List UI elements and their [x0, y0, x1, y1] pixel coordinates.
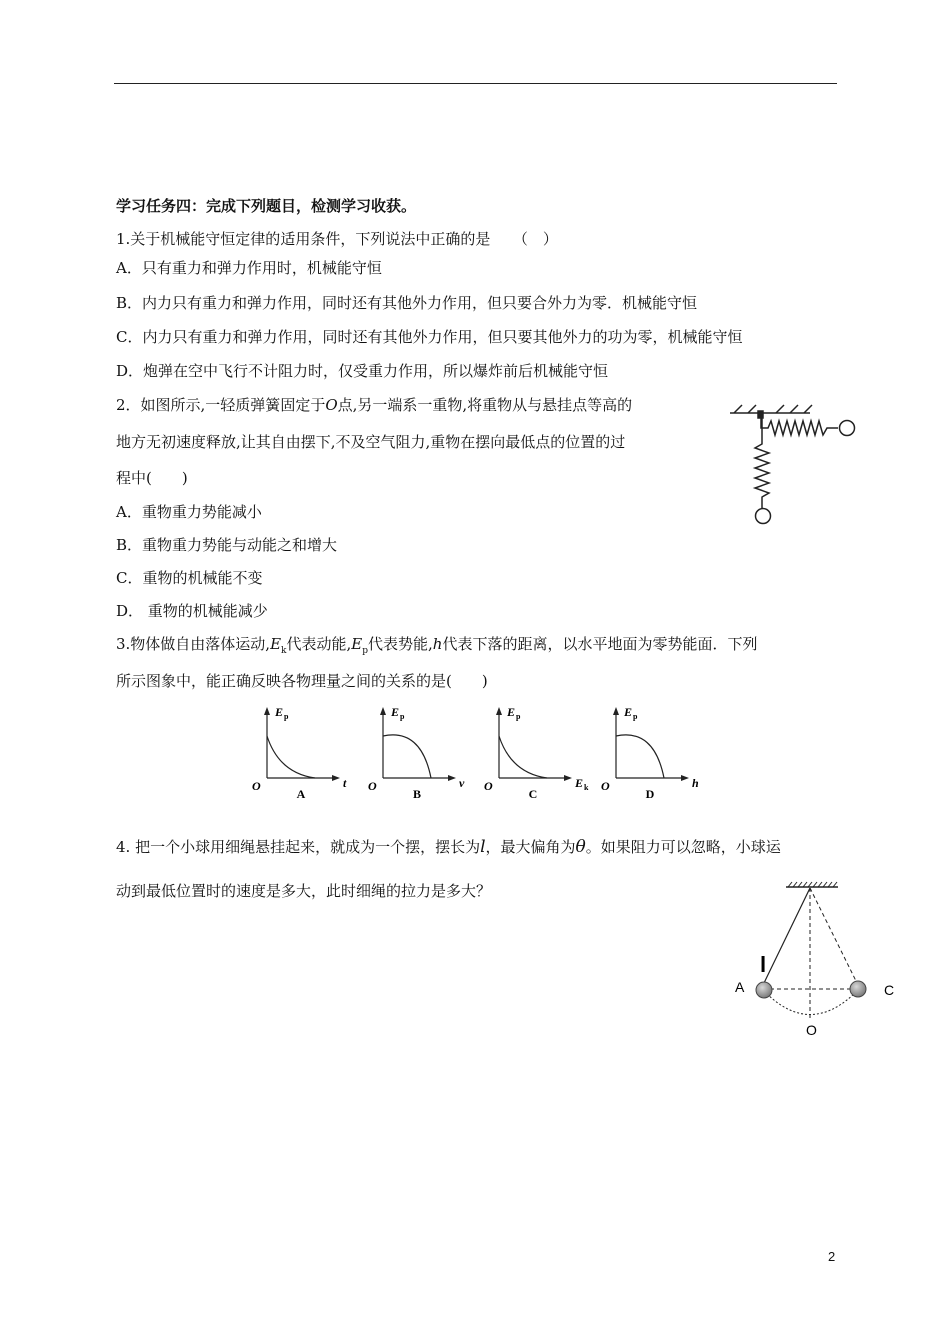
q2-stem-o: O	[325, 396, 338, 414]
label-o: O	[806, 1022, 817, 1038]
q3-ek-sub: k	[281, 646, 287, 656]
q1-option-d: D．炮弹在空中飞行不计阻力时，仅受重力作用，所以爆炸前后机械能守恒	[116, 362, 609, 380]
q1-option-c: C．内力只有重力和弹力作用，同时还有其他外力作用，但只要其他外力的功为零，机械能守恒	[116, 328, 743, 346]
q3-stem-line2: 所示图象中，能正确反映各物理量之间的关系的是( )	[116, 672, 488, 690]
q3-b: 代表动能,	[286, 635, 352, 653]
graph-D-x-label: h	[692, 776, 699, 790]
graph-B-caption: B	[412, 787, 422, 801]
ceiling-hatch	[734, 405, 812, 413]
q2-option-d: D． 重物的机械能减少	[116, 602, 268, 620]
q1-option-a: A．只有重力和弹力作用时，机械能守恒	[116, 259, 382, 277]
graph-C-caption: C	[528, 787, 538, 801]
q3-a: 3.物体做自由落体运动,	[116, 635, 271, 653]
q2-stem-pre: 2．如图所示,一轻质弹簧固定于	[116, 396, 326, 414]
q2-stem-line1	[116, 395, 632, 415]
q4-theta: θ	[575, 837, 586, 857]
ball-horizontal	[840, 421, 855, 436]
q3-ek: E	[270, 635, 282, 653]
label-c: C	[884, 982, 895, 998]
graph-D-origin: O	[601, 779, 610, 793]
graph-A-x-arrow	[332, 775, 340, 781]
q2-option-c: C．重物的机械能不变	[116, 569, 263, 587]
graph-A-y-sub: p	[284, 712, 289, 721]
graph-B-curve	[383, 735, 431, 778]
graph-D-y-label: E	[624, 705, 633, 719]
page-number: 2	[828, 1249, 836, 1264]
graph-C-y-label: E	[507, 705, 516, 719]
graph-C-y-arrow	[496, 707, 502, 715]
q4-stem-line2: 动到最低位置时的速度是多大，此时细绳的拉力是多大？	[116, 882, 492, 900]
graph-C-x-sub: k	[584, 783, 589, 792]
ball-hanging	[756, 509, 771, 524]
graph-D-y-arrow	[613, 707, 619, 715]
ball-a	[756, 982, 772, 998]
task-title: 学习任务四：完成下列题目，检测学习收获。	[116, 197, 417, 215]
graph-B-y-arrow	[380, 707, 386, 715]
graph-D-x-arrow	[681, 775, 689, 781]
q4-a: 4. 把一个小球用细绳悬挂起来，就成为一个摆，摆长为	[116, 838, 481, 856]
q3-ep-sub: p	[362, 646, 369, 656]
graph-C-y-sub: p	[516, 712, 521, 721]
q2-stem-post: 点,另一端系一重物,将重物从与悬挂点等高的	[337, 396, 633, 414]
q3-d: 代表下落的距离，以水平地面为零势能面．下列	[442, 635, 758, 653]
graph-A-caption: A	[296, 787, 306, 801]
graph-D-caption: D	[645, 787, 655, 801]
q2-option-a: A．重物重力势能减小	[116, 503, 262, 521]
header-rule	[114, 83, 837, 84]
q4-stem-line1	[116, 837, 781, 857]
graph-D-y-sub: p	[633, 712, 638, 721]
ball-c	[850, 981, 866, 997]
support-hatch	[788, 882, 837, 887]
q3-c: 代表势能,	[368, 635, 433, 653]
horizontal-spring	[761, 414, 838, 435]
q2-stem-line3: 程中( )	[116, 469, 188, 487]
q3-stem-line1	[116, 634, 757, 661]
graph-B-origin: O	[368, 779, 377, 793]
q3-graphs	[240, 698, 710, 808]
string-a	[764, 888, 810, 983]
graph-A-curve	[267, 736, 315, 778]
q3-ep: E	[351, 635, 363, 653]
q2-stem-line2: 地方无初速度释放,让其自由摆下,不及空气阻力,重物在摆向最低点的位置的过	[116, 433, 626, 451]
q4-b: ，最大偏角为	[485, 838, 576, 856]
graph-A-origin: O	[252, 779, 261, 793]
graph-D-curve	[616, 735, 664, 778]
string-c	[810, 888, 857, 983]
pendulum-figure	[728, 878, 908, 1043]
graph-A-x-label: t	[343, 776, 347, 790]
graph-C-x-label: E	[575, 776, 584, 790]
vertical-spring	[755, 418, 769, 508]
q2-option-b: B．重物重力势能与动能之和增大	[116, 536, 338, 554]
graph-C-curve	[499, 736, 547, 778]
graph-B-x-arrow	[448, 775, 456, 781]
graph-C-x-arrow	[564, 775, 572, 781]
q1-option-b: B．内力只有重力和弹力作用，同时还有其他外力作用，但只要合外力为零．机械能守恒	[116, 294, 698, 312]
label-a: A	[735, 979, 745, 995]
graph-B-x-label: v	[459, 776, 465, 790]
q1-stem: 1.关于机械能守恒定律的适用条件，下列说法中正确的是 （ ）	[116, 230, 558, 248]
q4-c: 。如果阻力可以忽略，小球运	[585, 838, 781, 856]
spring-figure	[720, 402, 865, 532]
graph-C-origin: O	[484, 779, 493, 793]
graph-A-y-arrow	[264, 707, 270, 715]
graph-B-y-sub: p	[400, 712, 405, 721]
q4-l: l	[480, 837, 486, 857]
label-l: l	[760, 952, 767, 977]
graph-B-y-label: E	[391, 705, 400, 719]
graph-A-y-label: E	[275, 705, 284, 719]
q3-h: h	[432, 635, 443, 653]
